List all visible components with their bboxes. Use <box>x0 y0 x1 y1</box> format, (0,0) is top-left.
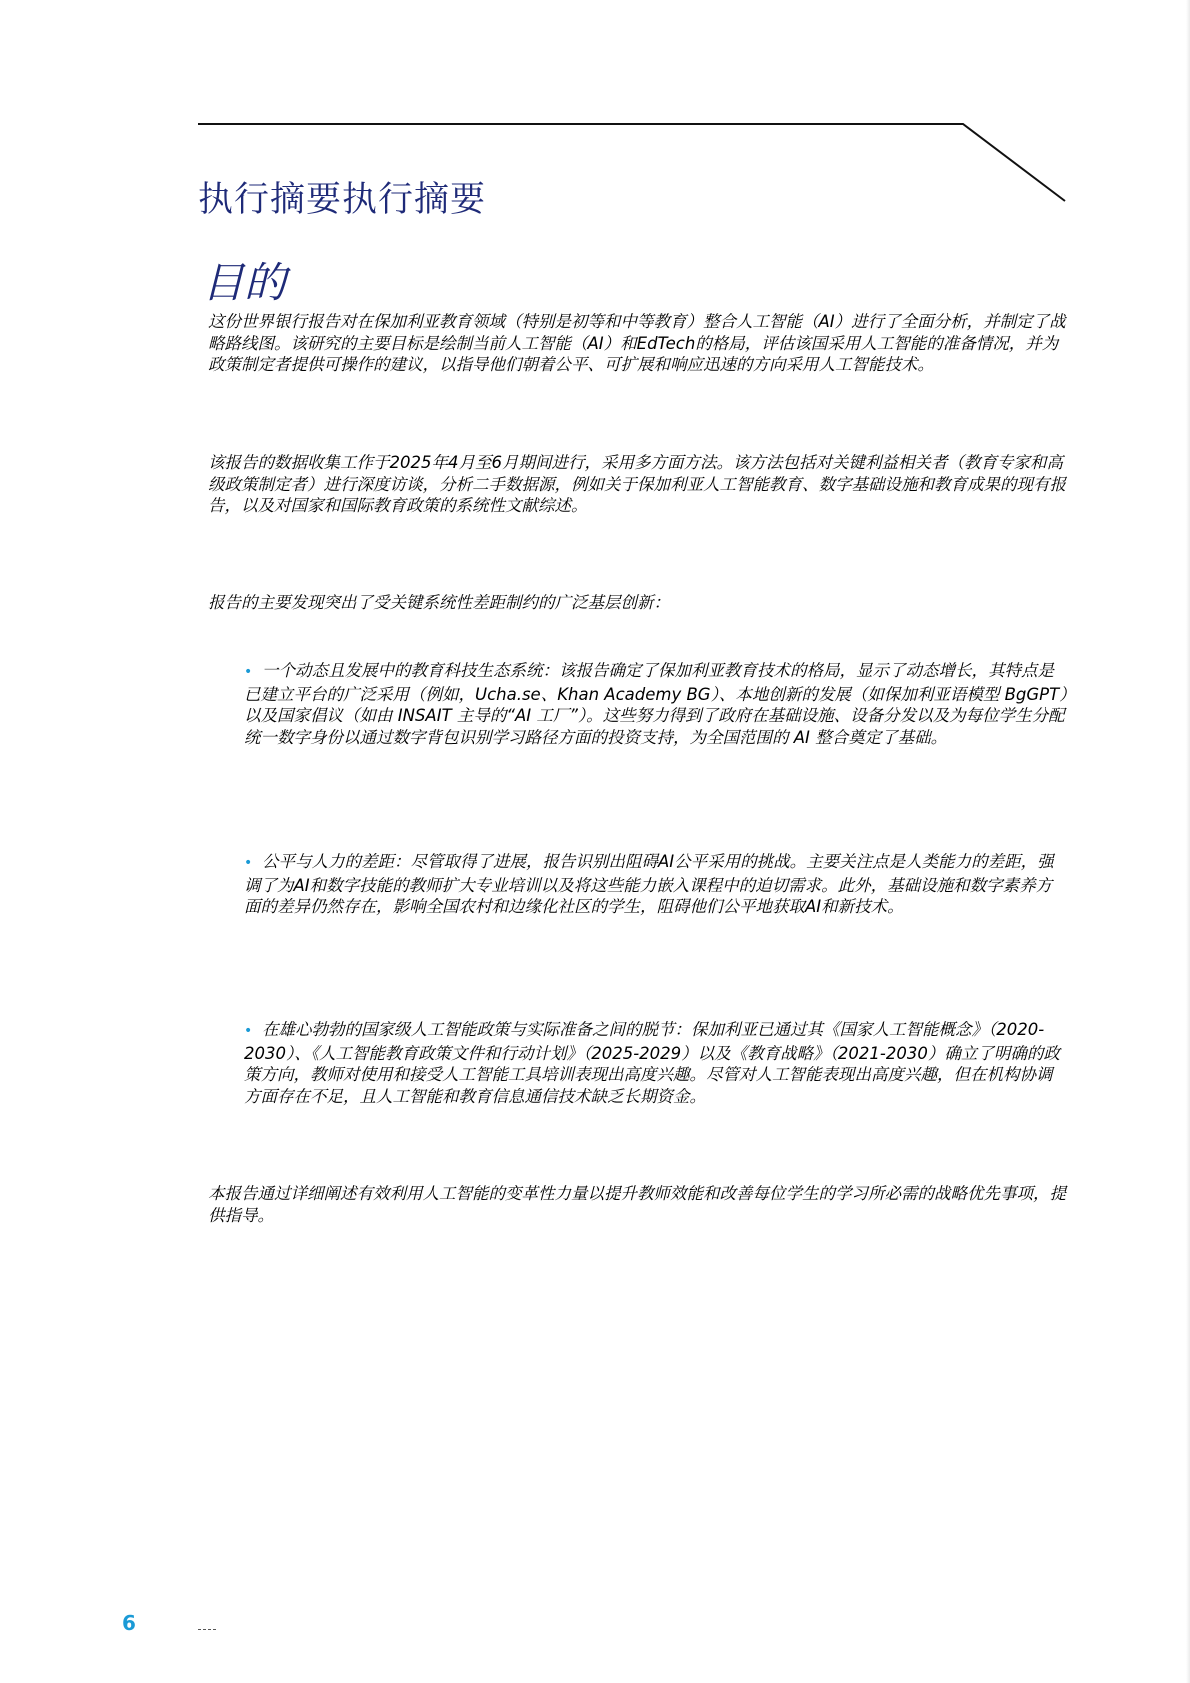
list-item <box>244 660 1068 748</box>
methodology-paragraph: 该报告的数据收集工作于2025年4月至6月期间进行，采用多方面方法。该方法包括对关键利益相关者（教育专家和高级政策制定者）进行深度访谈，分析二手数据源，例如关于保加利亚人工智能教育、数字基础设施和教育成果的现有报告，以及对国家和国际教育政策的系统性文献综述。 <box>208 453 1066 515</box>
section-heading: 目的 <box>202 258 287 307</box>
bullet-dot-icon: • <box>244 1023 253 1039</box>
page-title: 执行摘要执行摘要 <box>198 180 487 220</box>
bullet-text: 公平与人力的差距：尽管取得了进展，报告识别出阻碍AI公平采用的挑战。主要关注点是人类能力的差距，强调了为AI和数字技能的教师扩大专业培训以及将这些能力嵌入课程中的迫切需求。此外，基础设施和数字素养方面的差异仍然存在，影响全国农村和边缘化社区的学生，阻碍他们公平地获取AI和新技术。 <box>244 852 1054 916</box>
page-edge <box>1186 0 1190 1683</box>
header-rule <box>0 0 1190 220</box>
list-item <box>244 1019 1068 1107</box>
list-item <box>244 851 1068 918</box>
bullet-dot-icon: • <box>244 855 253 871</box>
footer-divider <box>198 1629 216 1630</box>
closing-paragraph: 本报告通过详细阐述有效利用人工智能的变革性力量以提升教师效能和改善每位学生的学习所必需的战略优先事项，提供指导。 <box>208 1184 1066 1225</box>
bullet-text: 在雄心勃勃的国家级人工智能政策与实际准备之间的脱节：保加利亚已通过其《国家人工智能概念》（2020-2030）、《人工智能教育政策文件和行动计划》（2025-2029）以及《教育战略》（2021-2030）确立了明确的政策方向，教师对使用和接受人工智能工具培训表现出高度兴趣。尽管对人工智能表现出高度兴趣，但在机构协调方面存在不足，且人工智能和教育信息通信技术缺乏长期资金。 <box>244 1020 1060 1106</box>
bullet-dot-icon: • <box>244 664 253 680</box>
intro-paragraph: 这份世界银行报告对在保加利亚教育领域（特别是初等和中等教育）整合人工智能（AI）进行了全面分析，并制定了战略路线图。该研究的主要目标是绘制当前人工智能（AI）和EdTech的格局，评估该国采用人工智能的准备情况，并为政策制定者提供可操作的建议，以指导他们朝着公平、可扩展和响应迅速的方向采用人工智能技术。 <box>208 312 1066 374</box>
findings-lead-paragraph: 报告的主要发现突出了受关键系统性差距制约的广泛基层创新： <box>208 593 670 612</box>
bullet-text: 一个动态且发展中的教育科技生态系统：该报告确定了保加利亚教育技术的格局，显示了动态增长，其特点是已建立平台的广泛采用（例如，Ucha.se、Khan Academy BG）、本地创新的发展（如保加利亚语模型 BgGPT）以及国家倡议（如由 INSAIT 主导的“AI 工厂”）。这些努力得到了政府在基础设施、设备分发以及为每位学生分配统一数字身份以通过数字背包识别学习路径方面的投资支持，为全国范围的 AI 整合奠定了基础。 <box>244 661 1068 747</box>
page-number: 6 <box>122 1611 136 1635</box>
